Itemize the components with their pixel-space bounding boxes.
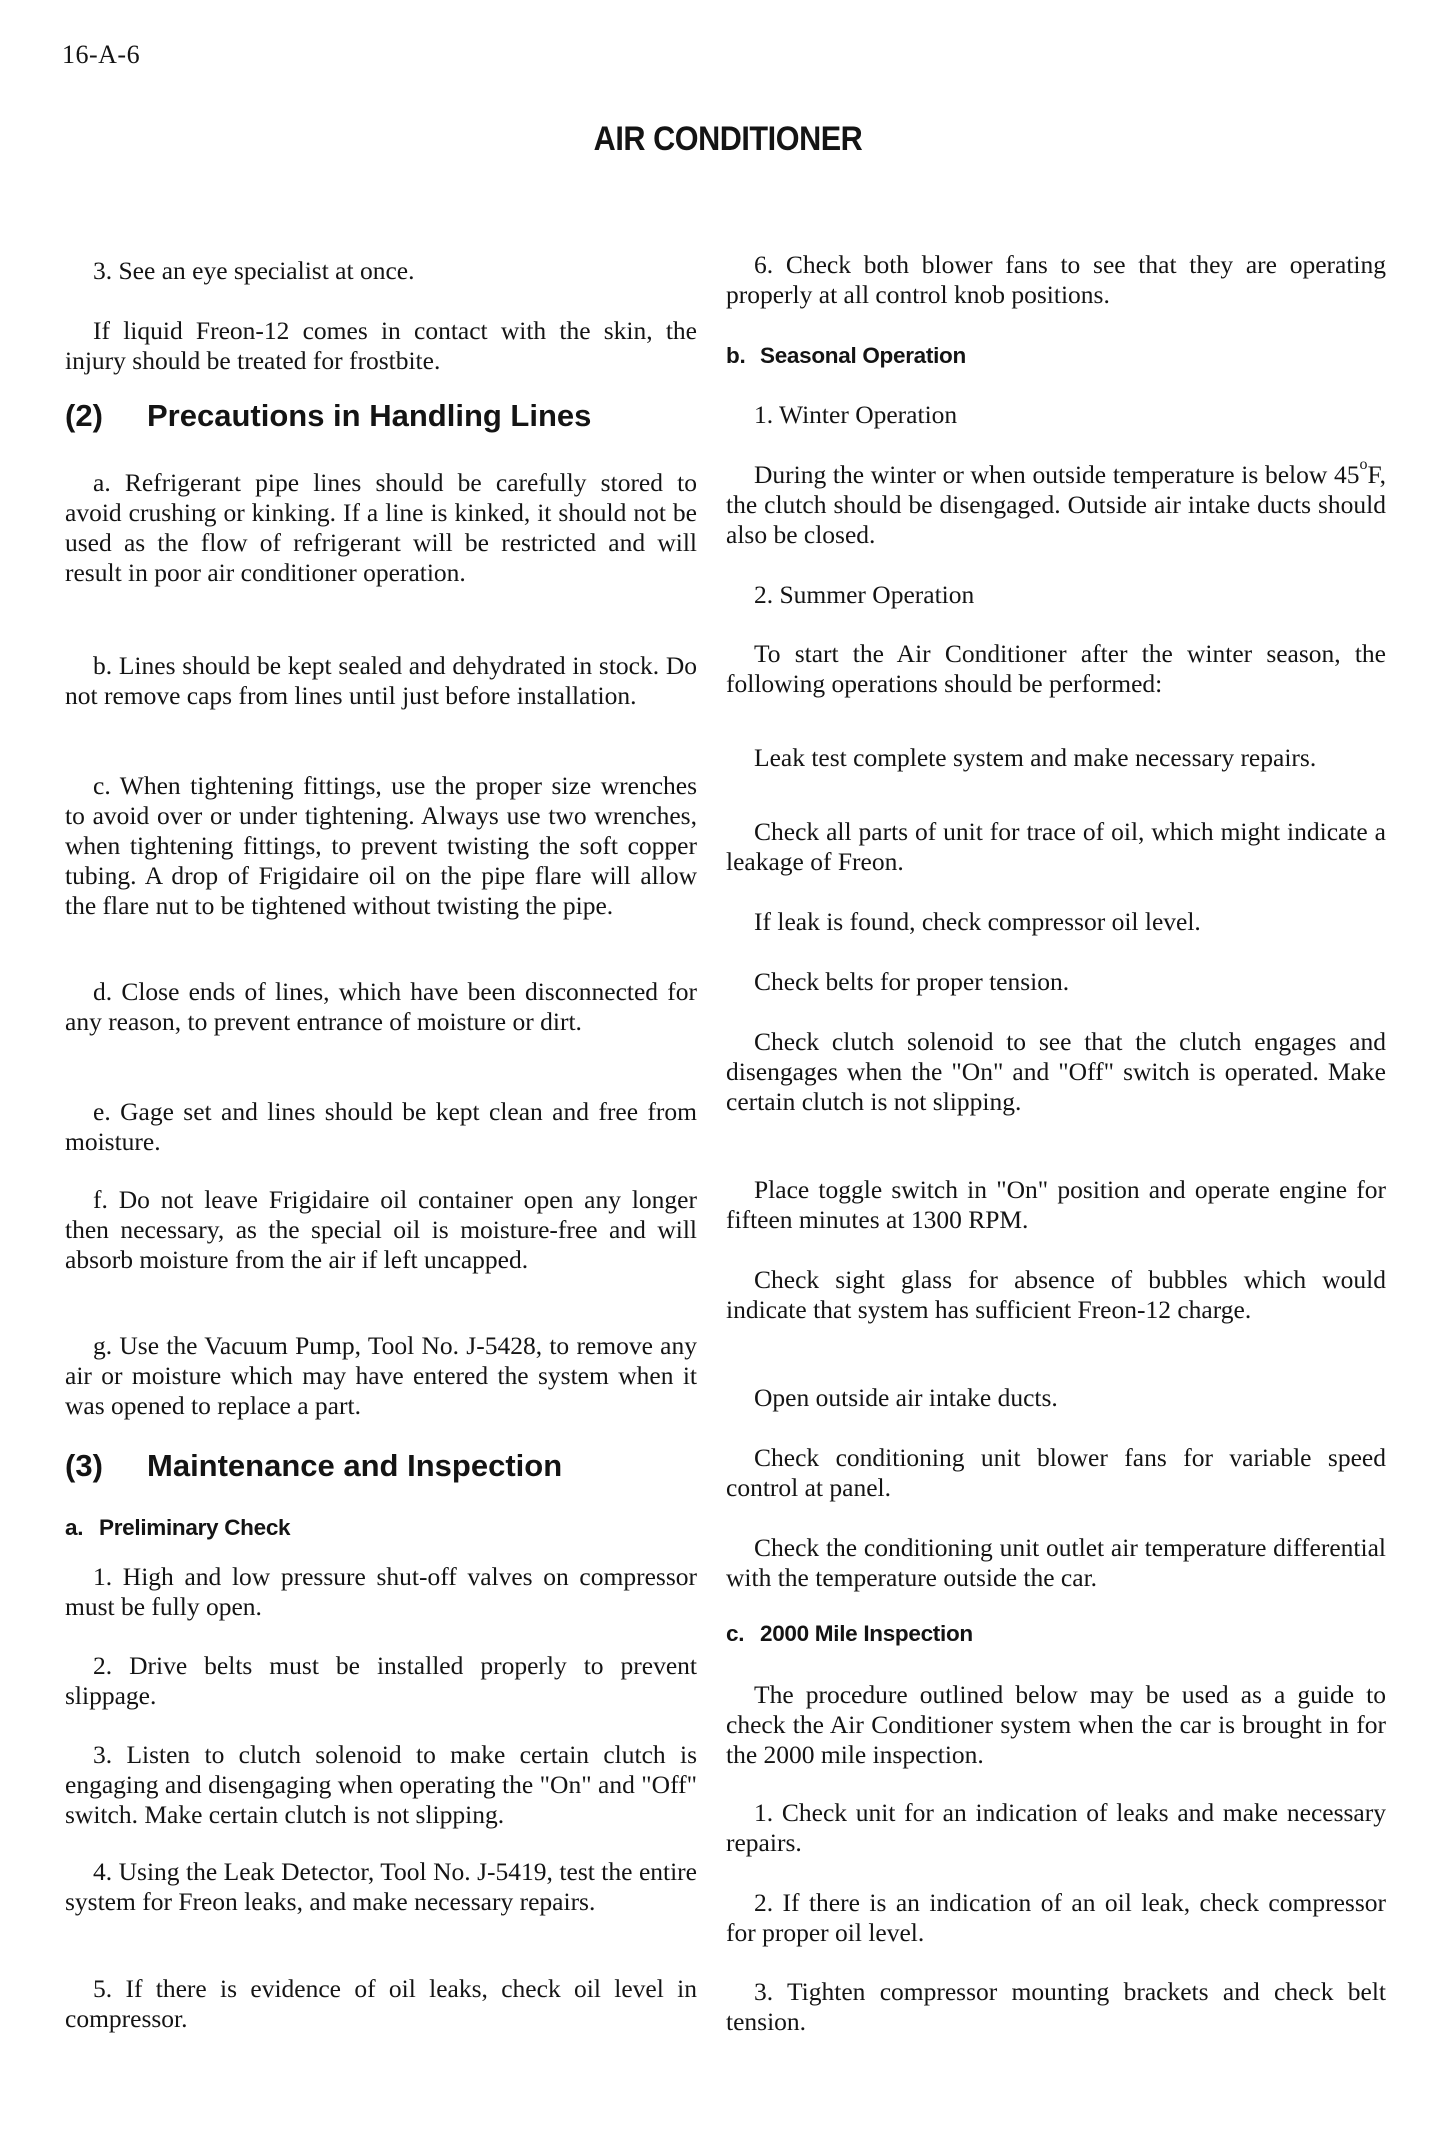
summer-item: Check the conditioning unit outlet air temperature differential with the temperature outside the car. (726, 1533, 1386, 1592)
paragraph-blower-fans: 6. Check both blower fans to see that they are operating properly at all control knob positions. (726, 250, 1386, 309)
inspection-item-3: 3. Tighten compressor mounting brackets and check belt tension. (726, 1977, 1386, 2036)
preliminary-item-5: 5. If there is evidence of oil leaks, check oil level in compressor. (65, 1974, 697, 2033)
preliminary-item-2: 2. Drive belts must be installed properly to prevent slippage. (65, 1651, 697, 1710)
precaution-item-a: a. Refrigerant pipe lines should be carefully stored to avoid crushing or kinking. If a line is kinked, it should not be used as the flow of refrigerant will be restricted and will result in poor air conditioner operation. (65, 468, 697, 587)
section-heading-maintenance (65, 1448, 562, 1484)
section-number: (3) (65, 1448, 103, 1483)
subsection-heading-2000-mile-inspection (726, 1620, 973, 1648)
subsection-heading-preliminary-check (65, 1514, 290, 1542)
precaution-item-b: b. Lines should be kept sealed and dehydrated in stock. Do not remove caps from lines until just before installation. (65, 651, 697, 710)
degree-symbol: o (1359, 456, 1368, 473)
page-number: 16-A-6 (62, 40, 141, 69)
summer-item: Check belts for proper tension. (754, 967, 1070, 996)
page-title: AIR CONDITIONER (593, 120, 863, 158)
paragraph-eye-specialist: 3. See an eye specialist at once. (93, 256, 415, 285)
summer-item: Check sight glass for absence of bubbles which would indicate that system has sufficient Freon-12 charge. (726, 1265, 1386, 1324)
summer-item: Leak test complete system and make necessary repairs. (754, 743, 1317, 772)
summer-item: Open outside air intake ducts. (754, 1383, 1058, 1412)
inspection-intro: The procedure outlined below may be used as a guide to check the Air Conditioner system when the car is brought in for the 2000 mile inspection. (726, 1680, 1386, 1769)
winter-operation-heading: 1. Winter Operation (754, 400, 958, 429)
summer-item: Check clutch solenoid to see that the clutch engages and disengages when the "On" and "Off" switch is operated. Make certain clutch is not slipping. (726, 1027, 1386, 1116)
paragraph-frostbite: If liquid Freon-12 comes in contact with the skin, the injury should be treated for frostbite. (65, 316, 697, 375)
precaution-item-e: e. Gage set and lines should be kept clean and free from moisture. (65, 1097, 697, 1156)
subsection-title: Seasonal Operation (760, 343, 966, 368)
subsection-title: Preliminary Check (99, 1515, 291, 1540)
inspection-item-2: 2. If there is an indication of an oil leak, check compressor for proper oil level. (726, 1888, 1386, 1947)
section-heading-precautions (65, 398, 591, 434)
summer-item: Check all parts of unit for trace of oil, which might indicate a leakage of Freon. (726, 817, 1386, 876)
preliminary-item-4: 4. Using the Leak Detector, Tool No. J-5419, test the entire system for Freon leaks, and make necessary repairs. (65, 1857, 697, 1916)
subsection-label: c. (726, 1621, 745, 1646)
winter-operation-text (726, 456, 1386, 550)
summer-item: If leak is found, check compressor oil level. (754, 907, 1201, 936)
winter-text-before: During the winter or when outside temperature is below 45 (754, 460, 1360, 489)
summer-item: Check conditioning unit blower fans for variable speed control at panel. (726, 1443, 1386, 1502)
subsection-title: 2000 Mile Inspection (760, 1621, 973, 1646)
subsection-label: a. (65, 1515, 84, 1540)
precaution-item-c: c. When tightening fittings, use the proper size wrenches to avoid over or under tightening. Always use two wrenches, when tightening fittings, to prevent twisting the soft copper tubing. A drop of Frigidaire oil on the pipe flare will allow the flare nut to be tightened without twisting the pipe. (65, 771, 697, 920)
summer-operation-heading: 2. Summer Operation (754, 580, 975, 609)
summer-item: To start the Air Conditioner after the winter season, the following operations should be performed: (726, 639, 1386, 698)
section-title: Precautions in Handling Lines (147, 398, 592, 433)
section-number: (2) (65, 398, 103, 433)
inspection-item-1: 1. Check unit for an indication of leaks and make necessary repairs. (726, 1798, 1386, 1857)
precaution-item-g: g. Use the Vacuum Pump, Tool No. J-5428, to remove any air or moisture which may have entered the system when it was opened to replace a part. (65, 1331, 697, 1420)
precaution-item-d: d. Close ends of lines, which have been disconnected for any reason, to prevent entrance of moisture or dirt. (65, 977, 697, 1036)
preliminary-item-3: 3. Listen to clutch solenoid to make certain clutch is engaging and disengaging when operating the "On" and "Off" switch. Make certain clutch is not slipping. (65, 1740, 697, 1829)
precaution-item-f: f. Do not leave Frigidaire oil container open any longer then necessary, as the special oil is moisture-free and will absorb moisture from the air if left uncapped. (65, 1185, 697, 1274)
preliminary-item-1: 1. High and low pressure shut-off valves on compressor must be fully open. (65, 1562, 697, 1621)
subsection-label: b. (726, 343, 746, 368)
winter-text-after: F, the clutch should be disengaged. Outside air intake ducts should also be closed. (726, 460, 1386, 549)
section-title: Maintenance and Inspection (147, 1448, 563, 1483)
summer-item: Place toggle switch in "On" position and operate engine for fifteen minutes at 1300 RPM. (726, 1175, 1386, 1234)
subsection-heading-seasonal-operation (726, 342, 966, 370)
